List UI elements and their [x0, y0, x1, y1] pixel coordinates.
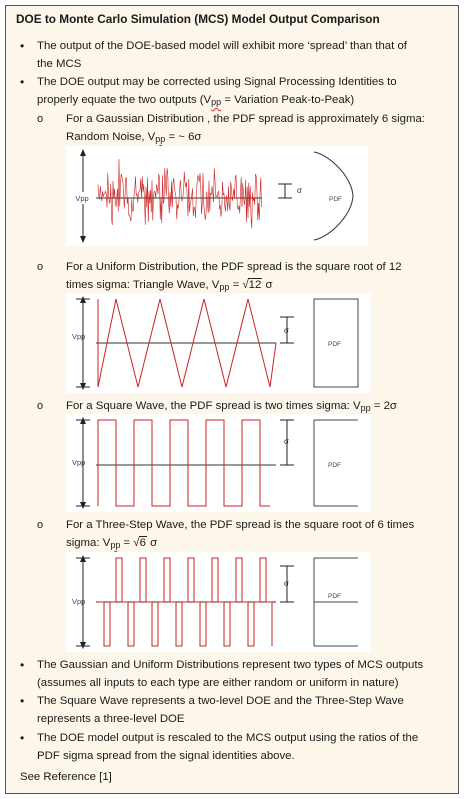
sigma-label: σ [284, 579, 289, 588]
bullet-2-line-2: properly equate the two outputs (Vpp = Variation Peak-to-Peak) [37, 94, 355, 107]
pdf-label: PDF [328, 341, 341, 348]
three-step-wave-figure [66, 552, 371, 652]
bullet-marker: • [20, 658, 25, 672]
bullet-marker: • [20, 731, 25, 745]
bullet-3-line-1: The Gaussian and Uniform Distributions represent two types of MCS outputs [37, 659, 424, 671]
bullet-marker: • [20, 39, 25, 53]
sub-item-2-line-1: For a Uniform Distribution, the PDF spread is the square root of 12 [66, 261, 402, 273]
bullet-marker: • [20, 694, 25, 708]
sub-bullet-marker: o [37, 261, 44, 273]
bullet-marker: • [20, 75, 25, 89]
triangle-wave-figure [66, 293, 371, 393]
bullet-5-line-1: The DOE model output is rescaled to the MCS output using the ratios of the [37, 732, 419, 744]
sigma-label: σ [297, 186, 302, 195]
vpp-label: Vpp [72, 458, 86, 467]
bullet-1-line-1: The output of the DOE-based model will exhibit more ‘spread’ than that of [37, 40, 407, 52]
pdf-label: PDF [328, 462, 341, 469]
sub-item-3-line-1: For a Square Wave, the PDF spread is two times sigma: Vpp = 2σ [66, 400, 397, 413]
sub-bullet-marker: o [37, 400, 44, 412]
vpp-label: Vpp [72, 332, 86, 341]
vpp-label: Vpp [75, 194, 89, 203]
sub-item-1-line-1: For a Gaussian Distribution , the PDF spread is approximately 6 sigma: [66, 113, 425, 125]
sub-bullet-marker: o [37, 519, 44, 531]
bullet-2-line-1: The DOE output may be corrected using Signal Processing Identities to [37, 76, 397, 88]
sub-item-4-line-2: sigma: Vpp = √6 σ [66, 537, 158, 550]
square-signal [98, 420, 270, 506]
bullet-1-line-2: the MCS [37, 58, 82, 70]
sigma-label: σ [284, 326, 289, 335]
bullet-4-line-2: represents a three-level DOE [37, 713, 185, 725]
page-title: DOE to Monte Carlo Simulation (MCS) Model Output Comparison [16, 12, 380, 26]
reference-note: See Reference [1] [20, 771, 112, 783]
bullet-5-line-2: PDF sigma spread from the signal identities above. [37, 750, 295, 762]
sub-item-4-line-1: For a Three-Step Wave, the PDF spread is the square root of 6 times [66, 519, 415, 531]
sub-bullet-marker: o [37, 113, 44, 125]
sigma-label: σ [284, 437, 289, 446]
pdf-label: PDF [329, 196, 342, 203]
three-step-signal [98, 558, 272, 646]
pdf-label: PDF [328, 593, 341, 600]
bullet-4-line-1: The Square Wave represents a two-level DOE and the Three-Step Wave [37, 695, 404, 707]
noise-signal [98, 159, 262, 228]
sub-item-1-line-2: Random Noise, Vpp = ~ 6σ [66, 131, 202, 144]
sub-item-2-line-2: times sigma: Triangle Wave, Vpp = √12 σ [66, 279, 273, 292]
square-wave-figure [66, 414, 371, 512]
vpp-label: Vpp [72, 597, 86, 606]
bullet-3-line-2: (assumes all inputs to each type are either random or uniform in nature) [37, 677, 399, 689]
gaussian-noise-figure [66, 146, 368, 246]
